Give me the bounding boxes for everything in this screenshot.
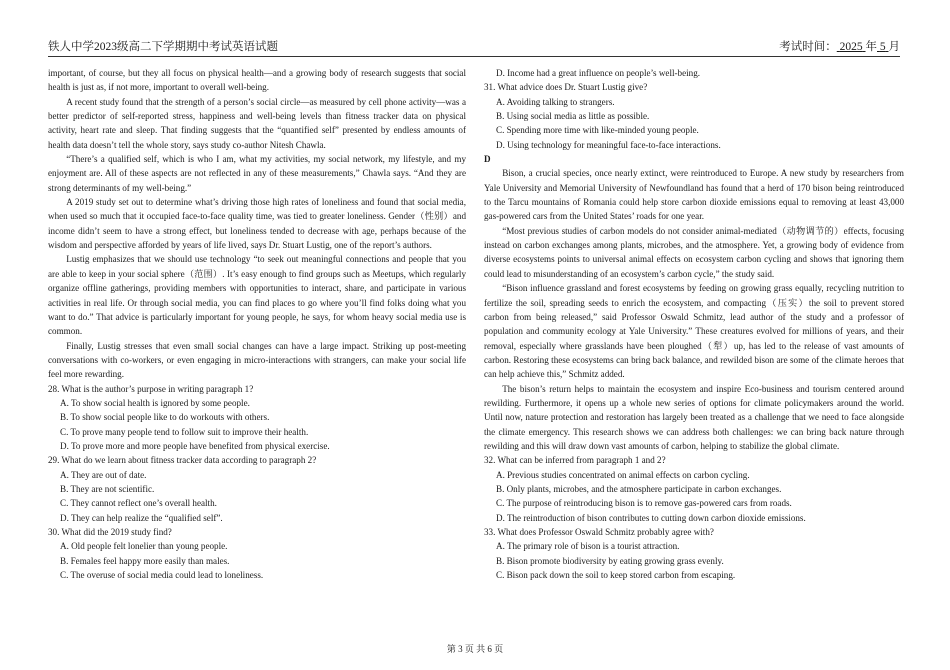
question-33 — [484, 525, 904, 582]
left-column — [48, 66, 466, 582]
paragraph: “There’s a qualified self, which is who I am, what my activities, my social network, my lifestyle, and my enjoyment are. All of these aspects are not reflected in any of these measurements,” Chawla says. “And they are strong determinants of my well-being.” — [48, 154, 466, 193]
question-stem: 31. What advice does Dr. Stuart Lustig give? — [484, 82, 648, 93]
option: B. To show social people like to do workouts with others. — [60, 412, 270, 423]
paragraph: Bison, a crucial species, once nearly extinct, were reintroduced to Europe. A new study by researchers from Yale University and Memorial University of Newfoundland has found that a herd of 170 bison being reintroduced to the Tarcu mountains of Romania could help store carbon dioxide emissions equal to removing at least 43,000 gas-powered cars from the United States’ roads for one year. — [484, 168, 904, 222]
paragraph: A recent study found that the strength of a person’s social circle—as measured by cell phone activity—was a better predictor of self-reported stress, happiness and well-being levels than fitness tracker data on physical activity, heart rate and sleep. That finding suggests that the “quantified self” presented by endless amounts of health data doesn’t tell the whole story, says study co-author Nitesh Chawla. — [48, 96, 466, 150]
option: D. The reintroduction of bison contributes to cutting down carbon dioxide emissions. — [496, 512, 806, 523]
question-32 — [484, 453, 904, 525]
exam-year: 2025 — [839, 41, 863, 53]
option: D. Income had a great influence on people’s well-being. — [496, 68, 701, 78]
option: B. Females feel happy more easily than males. — [60, 555, 230, 566]
question-stem: 29. What do we learn about fitness tracker data according to paragraph 2? — [48, 455, 317, 466]
page-number: 第 3 页 共 6 页 — [446, 644, 504, 654]
option: B. Bison promote biodiversity by eating growing grass evenly. — [496, 555, 724, 566]
option: A. Previous studies concentrated on animal effects on carbon cycling. — [496, 469, 750, 480]
year-char: 年 — [865, 41, 877, 53]
paragraph: important, of course, but they all focus on physical health—and a growing body of research suggests that social health is just as, if not more, important to overall well-being. — [48, 68, 466, 93]
option: A. They are out of date. — [60, 469, 147, 480]
school-title: 铁人中学2023级高二下学期期中考试英语试题 — [48, 41, 278, 53]
paragraph: “Bison influence grassland and forest ecosystems by feeding on growing grass equally, recycling nutrition to fertilize the soil, spreading seeds to enrich the ecosystem, and compacting（压实）the soil to prevent stored carbon from being released,” said Professor Oswald Schmitz, lead author of the study and a professor of population and community ecology at Yale University.” These creatures evolved for millions of years, and their removal, especially where grasslands have been ploughed（犁）up, has led to the release of vast amounts of carbon. Restoring these ecosystems can bring back balance, and rewilded bison are some of the climate heroes that can help achieve this,” Schmitz added. — [484, 283, 904, 380]
paragraph: Finally, Lustig stresses that even small social changes can have a large impact. Striking up post-meeting conversations with co-workers, or even engaging in micro-interactions with strangers, can make your social life feel more rewarding. — [48, 340, 466, 380]
paragraph: The bison’s return helps to maintain the ecosystem and inspire Eco-business and tourism centered around rewilding. Furthermore, it opens up a whole new series of options for climate policymakers around the world. Until now, nature protection and restoration has largely been treated as a challenge that we need to face alongside the climate emergency. This research shows we can address both challenges: we can bring back nature through rewilding and this will draw down vast amounts of carbon, helping to stabilize the global climate. — [484, 383, 904, 451]
exam-month: 5 — [879, 41, 886, 53]
option: D. To prove more and more people have benefited from physical exercise. — [60, 440, 330, 451]
exam-time — [779, 38, 900, 54]
option: B. They are not scientific. — [60, 483, 155, 494]
question-stem: 32. What can be inferred from paragraph 1 and 2? — [484, 455, 666, 466]
option: C. Bison pack down the soil to keep stored carbon from escaping. — [496, 570, 736, 581]
page-header — [48, 38, 900, 54]
option: C. Spending more time with like-minded young people. — [496, 125, 699, 136]
option: A. Avoiding talking to strangers. — [496, 96, 615, 107]
month-char: 月 — [888, 41, 900, 53]
question-stem: 28. What is the author’s purpose in writing paragraph 1? — [48, 383, 254, 394]
question-stem: 30. What did the 2019 study find? — [48, 527, 172, 537]
option: B. Using social media as little as possible. — [496, 111, 650, 122]
option: A. To show social health is ignored by some people. — [60, 397, 250, 408]
option: D. Using technology for meaningful face-to-face interactions. — [496, 139, 721, 150]
option: A. The primary role of bison is a tourist attraction. — [496, 541, 680, 552]
right-column — [484, 66, 904, 582]
paragraph: “Most previous studies of carbon models do not consider animal-mediated（动物调节的）effects, focusing instead on carbon exchanges among plants, microbes, and the atmosphere. Yet, a growing body of evidence from diverse ecosystems points to universal animal effects on ecosystem carbon cycling and shows that ignoring them could lead to misunderstanding of an ecosystem’s carbon cycle,” the study said. — [484, 225, 904, 279]
question-29 — [48, 453, 466, 525]
exam-time-label: 考试时间： — [779, 41, 837, 53]
question-stem: 33. What does Professor Oswald Schmitz probably agree with? — [484, 527, 714, 537]
option: D. They can help realize the “qualified self”. — [60, 512, 223, 523]
option: A. Old people felt lonelier than young people. — [60, 541, 228, 552]
question-31 — [484, 80, 904, 152]
paragraph: A 2019 study set out to determine what’s driving those high rates of loneliness and found that social media, when used so much that it occupied face-to-face quality time, was tied to greater loneliness. Gender（性别）and income didn’t seem to have a strong effect, but loneliness tended to decrease with age, perhaps because of the wisdom and perspective afforded by years of life lived, says Dr. Stuart Lustig, one of the report’s authors. — [48, 197, 466, 251]
option: C. The overuse of social media could lead to loneliness. — [60, 570, 264, 581]
section-heading: D — [484, 154, 491, 165]
option: B. Only plants, microbes, and the atmosphere participate in carbon exchanges. — [496, 483, 782, 494]
option: C. To prove many people tend to follow suit to improve their health. — [60, 426, 309, 437]
question-30 — [48, 525, 466, 582]
option: C. They cannot reflect one’s overall health. — [60, 498, 217, 509]
paragraph: Lustig emphasizes that we should use technology “to seek out meaningful connections and people that you are able to keep in your social sphere（范围）. It’s easy enough to find groups such as Meetups, which regularly organize offline gatherings, providing members with opportunities to interact, share, and participate in various activities in real life. Or through social media, you can find places to go where you’ll find folks doing what you want to do.” That advice is particularly important for young people, he says, for whom heavy social media use is common. — [48, 254, 466, 337]
option: C. The purpose of reintroducing bison is to remove gas-powered cars from roads. — [496, 498, 792, 509]
question-28 — [48, 382, 466, 454]
header-divider — [48, 56, 900, 57]
